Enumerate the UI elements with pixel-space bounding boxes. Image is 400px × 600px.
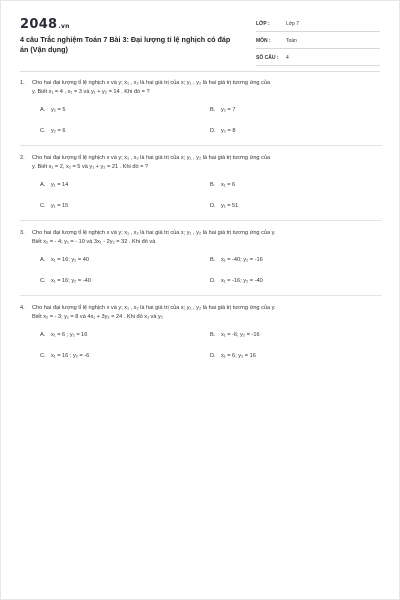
option-text: y₂ = 7 [221,107,236,113]
option-letter: D. [210,278,216,284]
option-b[interactable] [210,332,380,338]
option-letter: A. [40,107,46,113]
option-text: x₁ = -16; y₂ = -40 [221,278,263,284]
option-d[interactable] [210,128,380,134]
option-list [40,328,382,363]
logo-text: 2048 [20,17,58,32]
question-line: Cho hai đại lượng tỉ lệ nghịch x và y; x₁ , x₂ là hai giá trị của x; y₁ , y₂ là hai giá trị tương ứng của y. [32,230,276,236]
option-letter: D. [210,128,216,134]
question-divider [20,220,382,221]
meta-label: MÔN : [256,37,271,44]
site-logo[interactable] [20,17,70,32]
meta-info [256,16,380,67]
option-a[interactable] [40,107,210,113]
question-text [20,154,382,172]
logo-suffix: .vn [58,23,70,30]
question-line: y. Biết x₁ = 2, x₂ = 5 và y₁ + y₂ = 21 . Khi đó = ? [32,164,149,170]
option-b[interactable] [210,182,380,188]
option-row [40,178,382,192]
option-text: x₁ = 6 ; y₂ = 16 [51,332,88,338]
question-text [20,229,382,247]
meta-value: Lớp 7 [286,20,300,27]
question-body [32,229,382,247]
question-body [32,154,382,172]
meta-row-subject [256,33,380,49]
option-list [40,253,382,288]
option-row [40,199,382,213]
option-a[interactable] [40,182,210,188]
option-letter: A. [40,257,46,263]
option-letter: C. [40,278,46,284]
question-2 [20,154,382,221]
question-line: y. Biết x₁ = 4 , x₂ = 3 và y₁ + y₂ = 14 . Khi đó = ? [32,89,150,95]
option-text: x₁ = -40; y₂ = -16 [221,257,263,263]
question-list [20,79,382,371]
option-row [40,274,382,288]
option-letter: D. [210,353,216,359]
option-text: x₁ = -6; y₂ = -16 [221,332,260,338]
question-1 [20,79,382,146]
option-c[interactable] [40,353,210,359]
option-letter: B. [210,332,216,338]
option-c[interactable] [40,128,210,134]
question-3 [20,229,382,296]
option-text: x₁ = 6; y₂ = 16 [221,353,256,359]
question-line: Cho hai đại lượng tỉ lệ nghịch x và y; x₁ , x₂ là hai giá trị của x; y₁ , y₂ là hai giá trị tương ứng của y. [32,305,276,311]
option-text: y₁ = 15 [51,203,69,209]
option-c[interactable] [40,278,210,284]
option-text: x₁ = 16 ; y₂ = -6 [51,353,90,359]
question-number: 4. [20,305,25,311]
question-number: 3. [20,230,25,236]
option-list [40,103,382,138]
meta-value: Toán [286,37,297,44]
option-row [40,253,382,267]
question-number: 2. [20,155,25,161]
option-d[interactable] [210,278,380,284]
option-row [40,349,382,363]
option-text: y₁ = 51 [221,203,239,209]
option-row [40,328,382,342]
option-letter: C. [40,128,46,134]
option-text: y₁ = 14 [51,182,69,188]
option-text: x₁ = 6 [221,182,236,188]
option-a[interactable] [40,257,210,263]
option-b[interactable] [210,257,380,263]
question-line: Cho hai đại lượng tỉ lệ nghịch x và y; x₁ , x₂ là hai giá trị của x; y₁ , y₂ là hai giá trị tương ứng của [32,155,271,161]
option-list [40,178,382,213]
option-b[interactable] [210,107,380,113]
question-text [20,79,382,97]
question-text [20,304,382,322]
option-letter: B. [210,182,216,188]
option-row [40,103,382,117]
question-body [32,304,382,322]
document-title: 4 câu Trắc nghiệm Toán 7 Bài 3: Đại lượng tỉ lệ nghịch có đáp án (Vận dụng) [20,35,231,54]
option-letter: C. [40,353,46,359]
option-text: y₂ = 6 [51,128,66,134]
option-letter: B. [210,107,216,113]
meta-label: LỚP : [256,20,270,27]
option-letter: D. [210,203,216,209]
question-line: Biết x₂ = - 4; y₁ = - 10 và 3x₁ - 2y₂ = 32 . Khi đó và [32,239,156,245]
option-letter: A. [40,332,46,338]
option-text: y₂ = 5 [51,107,66,113]
meta-value: 4 [286,54,289,61]
option-row [40,124,382,138]
option-c[interactable] [40,203,210,209]
question-divider [20,145,382,146]
question-line: Biết x₂ = - 3; y₁ = 8 và 4x₁ + 3y₂ = 24 . Khi đó x₁ và y₂ [32,314,163,320]
option-text: y₂ = 8 [221,128,236,134]
question-number: 1. [20,80,25,86]
meta-row-class [256,16,380,32]
question-body [32,79,382,97]
option-d[interactable] [210,353,380,359]
option-text: x₁ = 16; y₂ = -40 [51,278,91,284]
option-a[interactable] [40,332,210,338]
option-d[interactable] [210,203,380,209]
question-line: Cho hai đại lượng tỉ lệ nghịch x và y; x₁ , x₂ là hai giá trị của x; y₁ , y₂ là hai giá trị tương ứng của [32,80,271,86]
option-letter: C. [40,203,46,209]
option-letter: A. [40,182,46,188]
option-text: x₁ = 16; y₂ = 40 [51,257,89,263]
question-4 [20,304,382,363]
meta-row-count [256,50,380,66]
meta-label: SỐ CÂU : [256,54,279,61]
option-letter: B. [210,257,216,263]
question-divider [20,295,382,296]
header-divider [20,71,380,72]
